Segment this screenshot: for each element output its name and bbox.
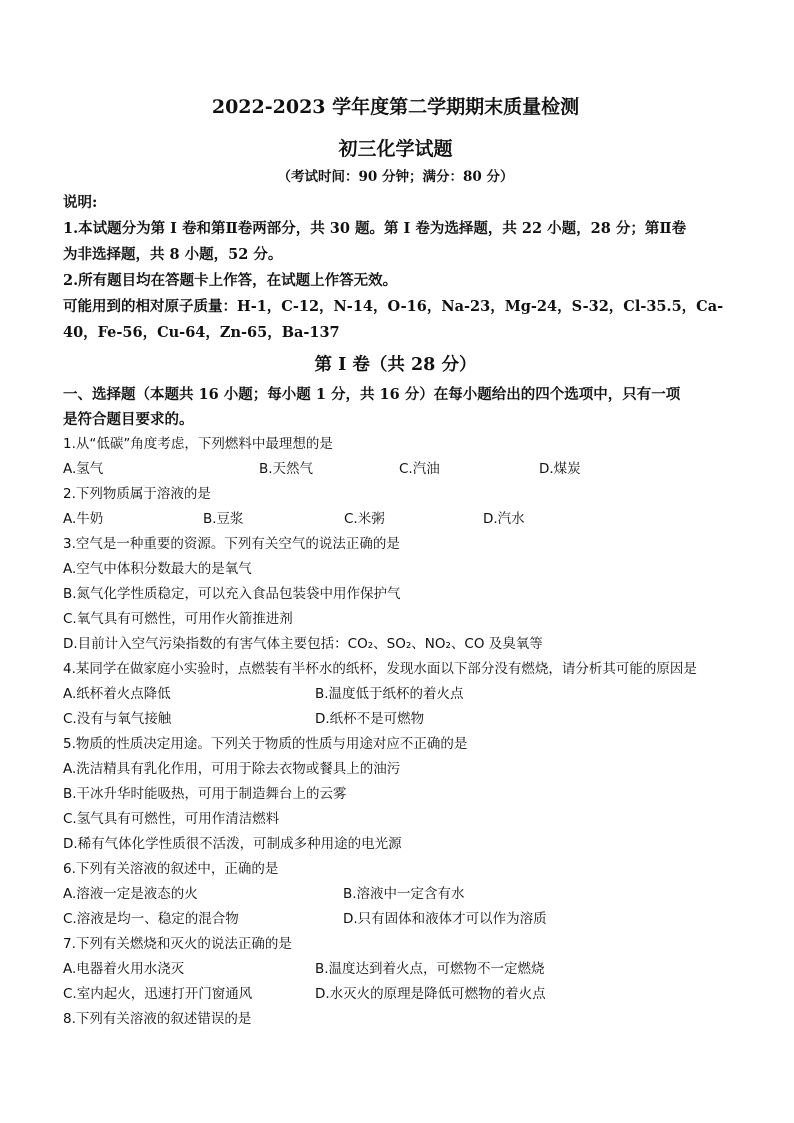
notes-heading: 说明: xyxy=(63,194,98,211)
answer-option: B.温度低于纸杯的着火点 xyxy=(315,686,464,702)
question-stem: 3.空气是一种重要的资源。下列有关空气的说法正确的是 xyxy=(63,536,400,552)
answer-option: D.煤炭 xyxy=(539,461,581,477)
answer-option: D.目前计入空气污染指数的有害气体主要包括：CO₂、SO₂、NO₂、CO 及臭氧等 xyxy=(63,636,543,652)
answer-option: D.水灭火的原理是降低可燃物的着火点 xyxy=(315,986,546,1002)
answer-option: B.溶液中一定含有水 xyxy=(343,886,465,902)
question-stem: 5.物质的性质决定用途。下列关于物质的性质与用途对应不正确的是 xyxy=(63,736,468,752)
exam-notes xyxy=(63,190,728,346)
answer-option: D.只有固体和液体才可以作为溶质 xyxy=(343,911,547,927)
part-heading-line: 一、选择题（本题共 16 小题；每小题 1 分，共 16 分）在每小题给出的四个选项中，只有一项 xyxy=(63,386,681,403)
notes-line: 40，Fe-56，Cu-64，Zn-65，Ba-137 xyxy=(63,324,340,341)
notes-line: 为非选择题，共 8 小题，52 分。 xyxy=(63,246,283,263)
answer-options-row xyxy=(63,907,728,932)
notes-line: 1.本试题分为第 I 卷和第Ⅱ卷两部分，共 30 题。第 I 卷为选择题，共 22 小题，28 分；第Ⅱ卷 xyxy=(63,220,687,237)
answer-options-row xyxy=(63,457,728,482)
answer-option: B.干冰升华时能吸热，可用于制造舞台上的云雾 xyxy=(63,786,347,802)
question-stem: 4.某同学在做家庭小实验时，点燃装有半杯水的纸杯，发现水面以下部分没有燃烧，请分析其可能的原因是 xyxy=(63,661,697,677)
answer-option: A.空气中体积分数最大的是氧气 xyxy=(63,561,252,577)
section-title: 第 I 卷（共 28 分） xyxy=(314,355,477,375)
answer-options-row xyxy=(63,882,728,907)
answer-options-row xyxy=(63,682,728,707)
notes-line: 2.所有题目均在答题卡上作答，在试题上作答无效。 xyxy=(63,272,398,289)
answer-options-row xyxy=(63,957,728,982)
answer-option: A.溶液一定是液态的火 xyxy=(63,886,198,902)
answer-option: A.纸杯着火点降低 xyxy=(63,686,171,702)
answer-option: B.天然气 xyxy=(259,461,314,477)
answer-option: B.氮气化学性质稳定，可以充入食品包装袋中用作保护气 xyxy=(63,586,401,602)
question-stem: 2.下列物质属于溶液的是 xyxy=(63,486,211,502)
answer-option: B.温度达到着火点，可燃物不一定燃烧 xyxy=(315,961,545,977)
part-heading-line: 是符合题目要求的。 xyxy=(63,411,194,428)
answer-option: A.牛奶 xyxy=(63,511,104,527)
exam-duration: （考试时间：90 分钟；满分：80 分） xyxy=(277,169,514,185)
question-stem: 6.下列有关溶液的叙述中，正确的是 xyxy=(63,861,279,877)
exam-subtitle: 初三化学试题 xyxy=(338,138,453,160)
answer-option: C.氧气具有可燃性，可用作火箭推进剂 xyxy=(63,611,293,627)
answer-option: D.汽水 xyxy=(483,511,525,527)
part-heading xyxy=(63,382,728,432)
answer-option: D.稀有气体化学性质很不活泼，可制成多种用途的电光源 xyxy=(63,836,402,852)
answer-option: C.米粥 xyxy=(344,511,385,527)
answer-option: C.氢气具有可燃性，可用作清洁燃料 xyxy=(63,811,280,827)
answer-options-row xyxy=(63,707,728,732)
exam-title: 2022-2023 学年度第二学期期末质量检测 xyxy=(211,96,580,118)
answer-options-row xyxy=(63,507,728,532)
notes-line: 可能用到的相对原子质量：H-1，C-12，N-14，O-16，Na-23，Mg-24，S-32，Cl-35.5，Ca- xyxy=(63,298,724,315)
exam-page xyxy=(63,92,728,1032)
answer-option: D.纸杯不是可燃物 xyxy=(315,711,425,727)
question-stem: 8.下列有关溶液的叙述错误的是 xyxy=(63,1011,252,1027)
answer-option: C.没有与氧气接触 xyxy=(63,711,172,727)
answer-options-row xyxy=(63,982,728,1007)
answer-option: C.溶液是均一、稳定的混合物 xyxy=(63,911,239,927)
question-list xyxy=(63,432,728,1032)
question-stem: 7.下列有关燃烧和灭火的说法正确的是 xyxy=(63,936,292,952)
question-stem: 1.从“低碳”角度考虑，下列燃料中最理想的是 xyxy=(63,436,333,452)
answer-option: B.豆浆 xyxy=(203,511,244,527)
answer-option: C.汽油 xyxy=(399,461,440,477)
answer-option: A.洗洁精具有乳化作用，可用于除去衣物或餐具上的油污 xyxy=(63,761,401,777)
answer-option: C.室内起火，迅速打开门窗通风 xyxy=(63,986,253,1002)
answer-option: A.电器着火用水浇灭 xyxy=(63,961,185,977)
answer-option: A.氢气 xyxy=(63,461,104,477)
